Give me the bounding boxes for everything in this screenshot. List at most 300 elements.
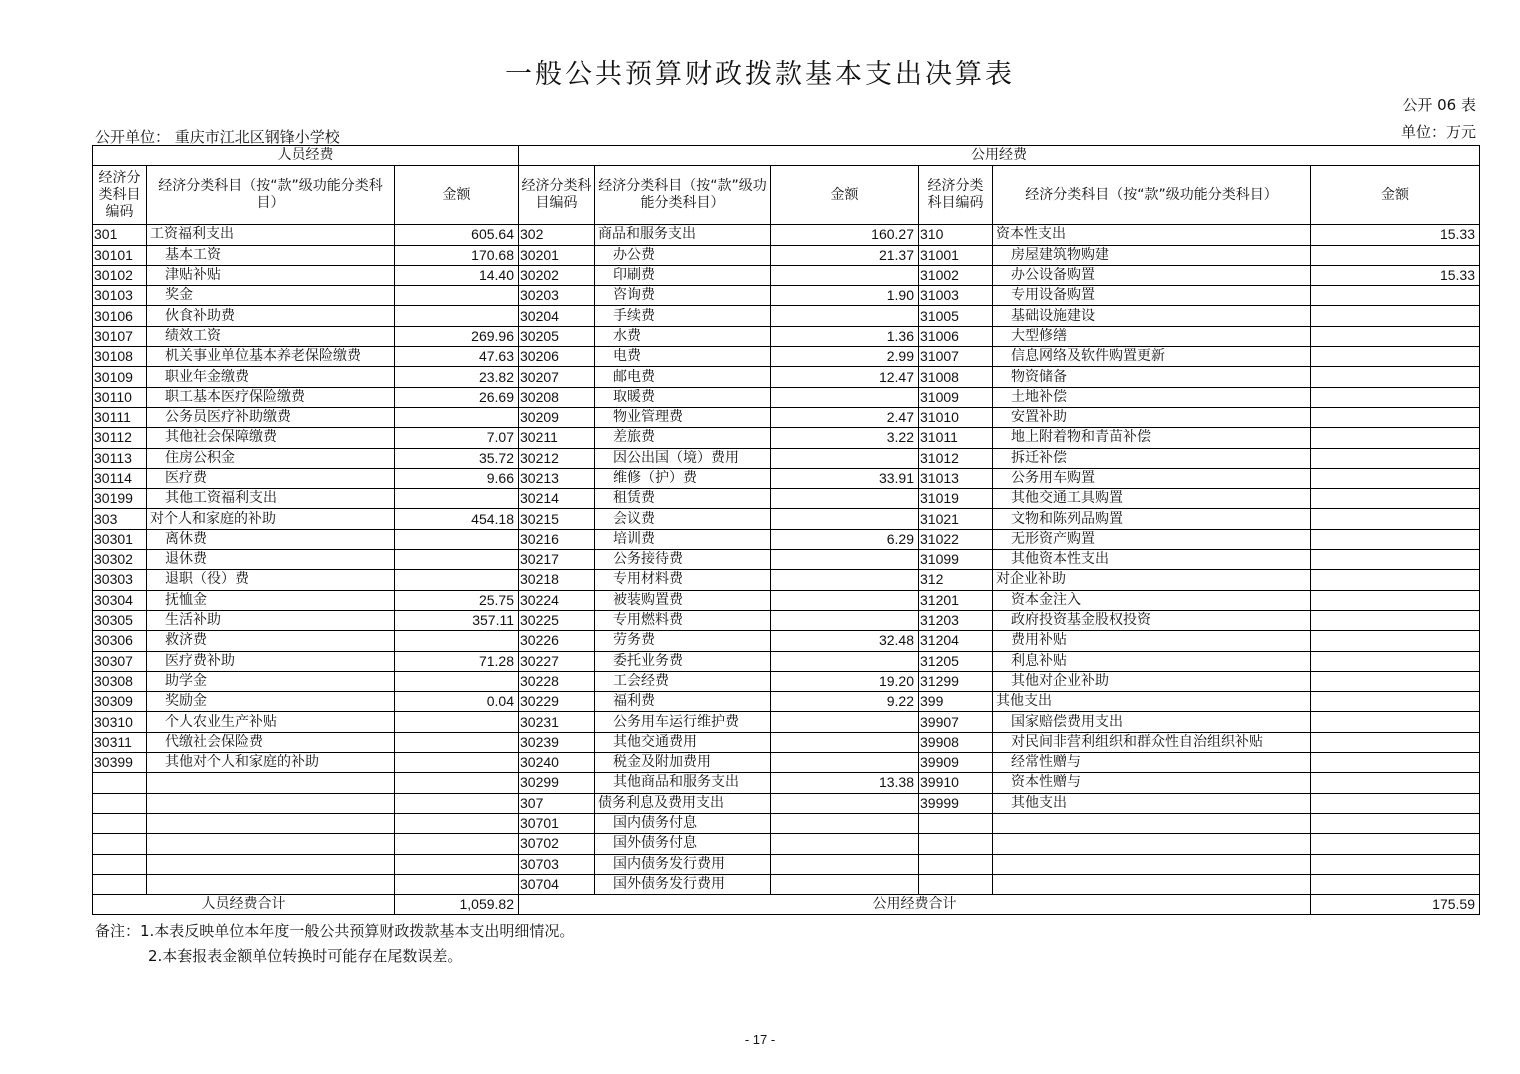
amount-cell	[395, 834, 519, 854]
item-name-cell: 其他对企业补助	[993, 671, 1311, 691]
amount-cell	[1311, 509, 1480, 529]
code-cell: 31009	[919, 387, 993, 407]
table-row	[93, 407, 1480, 427]
amount-header: 金额	[395, 166, 519, 225]
code-cell: 302	[519, 225, 595, 245]
code-header: 经济分类科目编码	[919, 166, 993, 225]
item-name-cell	[993, 834, 1311, 854]
item-name-cell: 会议费	[595, 509, 771, 529]
amount-cell: 357.11	[395, 610, 519, 630]
amount-cell	[771, 712, 919, 732]
code-cell: 30110	[93, 387, 147, 407]
item-name-cell: 其他支出	[993, 692, 1311, 712]
personnel-total-label: 人员经费合计	[93, 895, 395, 915]
item-name-cell: 公务用车购置	[993, 468, 1311, 488]
code-cell: 30226	[519, 631, 595, 651]
table-row	[93, 793, 1480, 813]
table-row	[93, 286, 1480, 306]
code-cell: 31201	[919, 590, 993, 610]
item-name-cell: 专用材料费	[595, 570, 771, 590]
table-row	[93, 448, 1480, 468]
amount-cell	[1311, 286, 1480, 306]
code-cell: 303	[93, 509, 147, 529]
amount-cell: 32.48	[771, 631, 919, 651]
amount-cell	[1311, 529, 1480, 549]
amount-cell: 19.20	[771, 671, 919, 691]
table-row	[93, 692, 1480, 712]
code-cell: 31019	[919, 489, 993, 509]
item-name-cell: 土地补偿	[993, 387, 1311, 407]
name-header: 经济分类科目（按“款”级功能分类科目）	[595, 166, 771, 225]
amount-cell: 26.69	[395, 387, 519, 407]
code-cell: 30107	[93, 326, 147, 346]
item-name-cell: 对个人和家庭的补助	[147, 509, 395, 529]
item-name-cell: 信息网络及软件购置更新	[993, 347, 1311, 367]
table-body	[93, 225, 1480, 895]
amount-cell	[771, 753, 919, 773]
amount-cell	[771, 550, 919, 570]
amount-cell: 71.28	[395, 651, 519, 671]
item-name-cell: 债务利息及费用支出	[595, 793, 771, 813]
unit-label: 单位：万元	[1400, 123, 1476, 141]
amount-cell	[395, 407, 519, 427]
table-row	[93, 326, 1480, 346]
item-name-cell: 工资福利支出	[147, 225, 395, 245]
item-name-cell: 利息补贴	[993, 651, 1311, 671]
amount-cell	[771, 509, 919, 529]
amount-cell: 2.47	[771, 407, 919, 427]
item-name-cell: 住房公积金	[147, 448, 395, 468]
code-cell: 31005	[919, 306, 993, 326]
item-name-cell	[147, 834, 395, 854]
item-name-cell: 地上附着物和青苗补偿	[993, 428, 1311, 448]
item-name-cell: 其他交通费用	[595, 732, 771, 752]
code-cell	[93, 834, 147, 854]
item-name-cell: 代缴社会保险费	[147, 732, 395, 752]
code-cell: 30108	[93, 347, 147, 367]
item-name-cell: 物资储备	[993, 367, 1311, 387]
item-name-cell: 基本工资	[147, 245, 395, 265]
item-name-cell: 个人农业生产补贴	[147, 712, 395, 732]
amount-cell	[771, 448, 919, 468]
amount-cell	[1311, 874, 1480, 894]
item-name-cell: 基础设施建设	[993, 306, 1311, 326]
item-name-cell: 房屋建筑物购建	[993, 245, 1311, 265]
amount-cell: 2.99	[771, 347, 919, 367]
code-header: 经济分类科目编码	[93, 166, 147, 225]
amount-cell	[395, 671, 519, 691]
code-cell: 307	[519, 793, 595, 813]
code-cell: 30111	[93, 407, 147, 427]
amount-cell	[771, 834, 919, 854]
page-number: - 17 -	[744, 1032, 776, 1047]
code-cell: 30199	[93, 489, 147, 509]
code-cell: 30307	[93, 651, 147, 671]
code-cell: 31204	[919, 631, 993, 651]
code-cell: 30204	[519, 306, 595, 326]
code-cell: 31022	[919, 529, 993, 549]
code-cell: 30214	[519, 489, 595, 509]
item-name-cell: 工会经费	[595, 671, 771, 691]
item-name-cell: 手续费	[595, 306, 771, 326]
item-name-cell: 办公费	[595, 245, 771, 265]
item-name-cell: 培训费	[595, 529, 771, 549]
amount-cell	[1311, 367, 1480, 387]
item-name-cell: 大型修缮	[993, 326, 1311, 346]
item-name-cell: 资本性赠与	[993, 773, 1311, 793]
amount-cell	[395, 712, 519, 732]
amount-cell	[395, 550, 519, 570]
table-row	[93, 874, 1480, 894]
amount-cell: 47.63	[395, 347, 519, 367]
amount-cell	[1311, 448, 1480, 468]
table-row	[93, 590, 1480, 610]
item-name-cell	[147, 793, 395, 813]
item-name-cell: 差旅费	[595, 428, 771, 448]
code-cell: 30114	[93, 468, 147, 488]
code-cell: 30310	[93, 712, 147, 732]
code-header: 经济分类科目编码	[519, 166, 595, 225]
name-header: 经济分类科目（按“款”级功能分类科目）	[993, 166, 1311, 225]
page-title: 一般公共预算财政拨款基本支出决算表	[505, 59, 1015, 90]
amount-cell	[1311, 407, 1480, 427]
code-cell: 301	[93, 225, 147, 245]
code-cell: 31006	[919, 326, 993, 346]
item-name-cell	[147, 813, 395, 833]
code-cell: 30202	[519, 265, 595, 285]
amount-cell: 25.75	[395, 590, 519, 610]
amount-cell	[395, 813, 519, 833]
amount-cell	[1311, 590, 1480, 610]
amount-header: 金额	[1311, 166, 1480, 225]
code-cell	[919, 854, 993, 874]
amount-cell	[1311, 712, 1480, 732]
amount-cell	[1311, 671, 1480, 691]
amount-cell	[771, 570, 919, 590]
code-cell: 31205	[919, 651, 993, 671]
amount-cell: 3.22	[771, 428, 919, 448]
code-cell: 30109	[93, 367, 147, 387]
item-name-cell: 国外债务付息	[595, 834, 771, 854]
expenditure-table	[92, 145, 1480, 915]
item-name-cell: 水费	[595, 326, 771, 346]
amount-cell: 15.33	[1311, 265, 1480, 285]
amount-cell	[395, 306, 519, 326]
item-name-cell: 职业年金缴费	[147, 367, 395, 387]
item-name-cell	[147, 874, 395, 894]
item-name-cell: 取暖费	[595, 387, 771, 407]
amount-cell	[1311, 387, 1480, 407]
amount-cell	[1311, 813, 1480, 833]
code-cell: 30208	[519, 387, 595, 407]
item-name-cell: 电费	[595, 347, 771, 367]
amount-cell	[771, 874, 919, 894]
code-cell: 30112	[93, 428, 147, 448]
item-name-cell: 其他社会保障缴费	[147, 428, 395, 448]
table-row	[93, 550, 1480, 570]
amount-cell	[771, 489, 919, 509]
item-name-cell: 国内债务付息	[595, 813, 771, 833]
item-name-cell: 拆迁补偿	[993, 448, 1311, 468]
item-name-cell: 其他对个人和家庭的补助	[147, 753, 395, 773]
item-name-cell: 其他支出	[993, 793, 1311, 813]
table-row	[93, 428, 1480, 448]
code-cell: 31021	[919, 509, 993, 529]
code-cell: 30217	[519, 550, 595, 570]
item-name-cell: 医疗费补助	[147, 651, 395, 671]
code-cell: 30231	[519, 712, 595, 732]
code-cell: 30113	[93, 448, 147, 468]
table-row	[93, 651, 1480, 671]
public-total-label: 公用经费合计	[519, 895, 1311, 915]
code-cell: 39908	[919, 732, 993, 752]
code-cell: 30215	[519, 509, 595, 529]
amount-cell	[1311, 753, 1480, 773]
code-cell: 30201	[519, 245, 595, 265]
item-name-cell	[147, 773, 395, 793]
totals-row	[93, 895, 1480, 915]
item-name-cell: 文物和陈列品购置	[993, 509, 1311, 529]
item-name-cell: 职工基本医疗保险缴费	[147, 387, 395, 407]
code-cell: 39910	[919, 773, 993, 793]
item-name-cell	[993, 874, 1311, 894]
code-cell	[93, 874, 147, 894]
code-cell: 30301	[93, 529, 147, 549]
item-name-cell: 津贴补贴	[147, 265, 395, 285]
code-cell	[919, 834, 993, 854]
code-cell: 30216	[519, 529, 595, 549]
amount-cell	[395, 489, 519, 509]
code-cell: 30303	[93, 570, 147, 590]
organization-label: 公开单位： 重庆市江北区钢锋小学校	[95, 128, 340, 146]
code-cell: 30228	[519, 671, 595, 691]
code-cell	[93, 793, 147, 813]
amount-cell	[1311, 834, 1480, 854]
code-cell: 399	[919, 692, 993, 712]
form-number: 公开 06 表	[1402, 96, 1476, 114]
code-cell: 30106	[93, 306, 147, 326]
table-row	[93, 509, 1480, 529]
table-row	[93, 570, 1480, 590]
code-cell: 31010	[919, 407, 993, 427]
amount-cell: 1.90	[771, 286, 919, 306]
personnel-total-value: 1,059.82	[395, 895, 519, 915]
table-row	[93, 813, 1480, 833]
code-cell: 30205	[519, 326, 595, 346]
code-cell: 30704	[519, 874, 595, 894]
amount-cell	[1311, 306, 1480, 326]
code-cell: 31099	[919, 550, 993, 570]
amount-cell: 13.38	[771, 773, 919, 793]
item-name-cell: 委托业务费	[595, 651, 771, 671]
table-row	[93, 854, 1480, 874]
amount-cell	[395, 570, 519, 590]
item-name-cell: 公务员医疗补助缴费	[147, 407, 395, 427]
amount-cell	[1311, 773, 1480, 793]
code-cell: 31007	[919, 347, 993, 367]
code-cell	[919, 874, 993, 894]
code-cell: 39999	[919, 793, 993, 813]
amount-cell	[1311, 245, 1480, 265]
item-name-cell: 生活补助	[147, 610, 395, 630]
code-cell: 31002	[919, 265, 993, 285]
item-name-cell: 其他商品和服务支出	[595, 773, 771, 793]
code-cell: 30304	[93, 590, 147, 610]
table-row	[93, 610, 1480, 630]
amount-cell	[395, 529, 519, 549]
amount-cell: 35.72	[395, 448, 519, 468]
code-cell: 30702	[519, 834, 595, 854]
table-row	[93, 529, 1480, 549]
amount-cell	[771, 306, 919, 326]
amount-cell	[771, 387, 919, 407]
amount-header: 金额	[771, 166, 919, 225]
amount-cell: 6.29	[771, 529, 919, 549]
code-cell: 30399	[93, 753, 147, 773]
item-name-cell: 无形资产购置	[993, 529, 1311, 549]
item-name-cell: 公务用车运行维护费	[595, 712, 771, 732]
amount-cell	[771, 793, 919, 813]
item-name-cell: 经常性赠与	[993, 753, 1311, 773]
code-cell: 31008	[919, 367, 993, 387]
amount-cell	[1311, 854, 1480, 874]
amount-cell	[395, 286, 519, 306]
name-header: 经济分类科目（按“款”级功能分类科目）	[147, 166, 395, 225]
code-cell: 31012	[919, 448, 993, 468]
code-cell: 310	[919, 225, 993, 245]
item-name-cell: 被装购置费	[595, 590, 771, 610]
item-name-cell: 抚恤金	[147, 590, 395, 610]
amount-cell	[1311, 468, 1480, 488]
item-name-cell: 商品和服务支出	[595, 225, 771, 245]
code-cell: 30309	[93, 692, 147, 712]
amount-cell	[1311, 692, 1480, 712]
amount-cell	[1311, 732, 1480, 752]
item-name-cell: 其他交通工具购置	[993, 489, 1311, 509]
code-cell: 30305	[93, 610, 147, 630]
amount-cell	[771, 265, 919, 285]
amount-cell	[1311, 428, 1480, 448]
amount-cell	[395, 753, 519, 773]
code-cell: 31203	[919, 610, 993, 630]
code-cell: 30218	[519, 570, 595, 590]
code-cell: 30102	[93, 265, 147, 285]
item-name-cell: 税金及附加费用	[595, 753, 771, 773]
item-name-cell: 印刷费	[595, 265, 771, 285]
code-cell: 30225	[519, 610, 595, 630]
code-cell: 39909	[919, 753, 993, 773]
amount-cell: 33.91	[771, 468, 919, 488]
item-name-cell: 其他工资福利支出	[147, 489, 395, 509]
code-cell: 30101	[93, 245, 147, 265]
code-cell: 30207	[519, 367, 595, 387]
table-row	[93, 753, 1480, 773]
code-cell: 30213	[519, 468, 595, 488]
amount-cell	[771, 732, 919, 752]
amount-cell: 454.18	[395, 509, 519, 529]
note-line-2: 2.本套报表金额单位转换时可能存在尾数误差。	[148, 947, 463, 965]
code-cell: 312	[919, 570, 993, 590]
code-cell: 30209	[519, 407, 595, 427]
table-row	[93, 367, 1480, 387]
amount-cell: 160.27	[771, 225, 919, 245]
table-row	[93, 265, 1480, 285]
item-name-cell: 对民间非营利组织和群众性自治组织补贴	[993, 732, 1311, 752]
table-row	[93, 387, 1480, 407]
item-name-cell: 咨询费	[595, 286, 771, 306]
amount-cell: 21.37	[771, 245, 919, 265]
item-name-cell: 离休费	[147, 529, 395, 549]
item-name-cell: 奖金	[147, 286, 395, 306]
amount-cell: 7.07	[395, 428, 519, 448]
item-name-cell: 邮电费	[595, 367, 771, 387]
amount-cell	[771, 590, 919, 610]
code-cell: 31013	[919, 468, 993, 488]
code-cell: 30239	[519, 732, 595, 752]
amount-cell	[1311, 550, 1480, 570]
code-cell: 30103	[93, 286, 147, 306]
item-name-cell: 机关事业单位基本养老保险缴费	[147, 347, 395, 367]
public-total-value: 175.59	[1311, 895, 1480, 915]
amount-cell: 605.64	[395, 225, 519, 245]
table-row	[93, 245, 1480, 265]
code-cell: 30703	[519, 854, 595, 874]
amount-cell	[1311, 570, 1480, 590]
item-name-cell: 国外债务发行费用	[595, 874, 771, 894]
amount-cell	[771, 813, 919, 833]
item-name-cell	[993, 854, 1311, 874]
amount-cell: 9.22	[771, 692, 919, 712]
code-cell: 31011	[919, 428, 993, 448]
item-name-cell	[147, 854, 395, 874]
item-name-cell	[993, 813, 1311, 833]
table-row	[93, 732, 1480, 752]
amount-cell	[1311, 631, 1480, 651]
item-name-cell: 国内债务发行费用	[595, 854, 771, 874]
item-name-cell: 安置补助	[993, 407, 1311, 427]
table-row	[93, 773, 1480, 793]
item-name-cell: 公务接待费	[595, 550, 771, 570]
amount-cell	[395, 773, 519, 793]
amount-cell	[771, 651, 919, 671]
item-name-cell: 资本性支出	[993, 225, 1311, 245]
item-name-cell: 国家赔偿费用支出	[993, 712, 1311, 732]
item-name-cell: 费用补贴	[993, 631, 1311, 651]
amount-cell	[395, 793, 519, 813]
item-name-cell: 医疗费	[147, 468, 395, 488]
table-row	[93, 306, 1480, 326]
amount-cell	[395, 631, 519, 651]
amount-cell: 0.04	[395, 692, 519, 712]
amount-cell	[395, 854, 519, 874]
amount-cell: 9.66	[395, 468, 519, 488]
code-cell: 30299	[519, 773, 595, 793]
amount-cell: 1.36	[771, 326, 919, 346]
code-cell: 30227	[519, 651, 595, 671]
item-name-cell: 其他资本性支出	[993, 550, 1311, 570]
code-cell: 30311	[93, 732, 147, 752]
personnel-header: 人员经费	[93, 146, 519, 166]
item-name-cell: 救济费	[147, 631, 395, 651]
code-cell: 31001	[919, 245, 993, 265]
amount-cell: 14.40	[395, 265, 519, 285]
code-cell: 30240	[519, 753, 595, 773]
amount-cell: 269.96	[395, 326, 519, 346]
amount-cell: 12.47	[771, 367, 919, 387]
table-row	[93, 489, 1480, 509]
amount-cell	[395, 732, 519, 752]
table-row	[93, 671, 1480, 691]
